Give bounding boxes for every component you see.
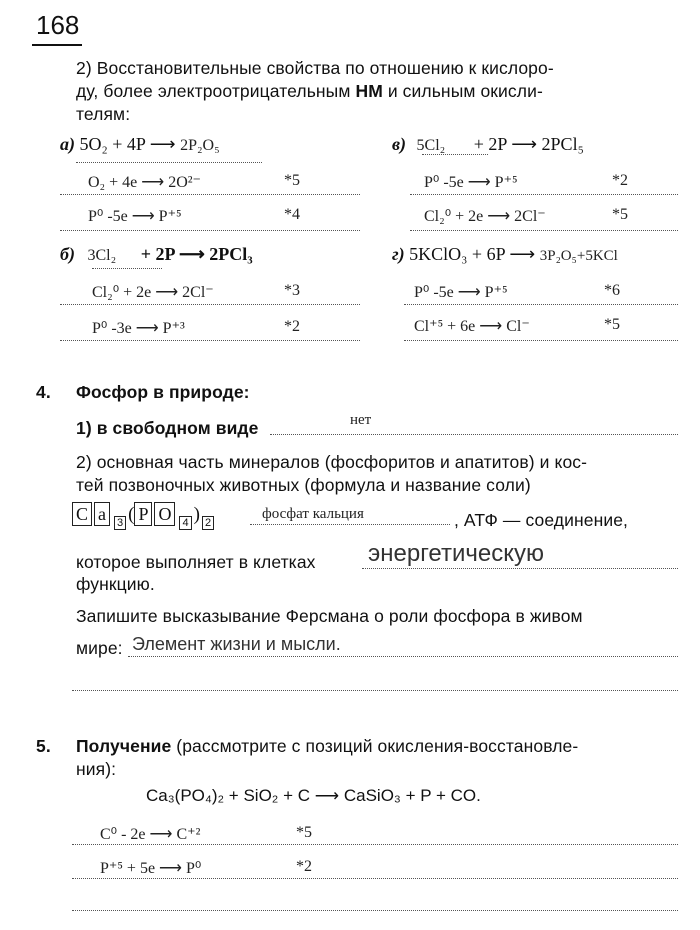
reaction-v-rest: + 2P ⟶ 2PCl₅ [473, 134, 584, 154]
sec4-line2: 2) основная часть минералов (фосфоритов и апатитов) и кос- [76, 452, 588, 472]
reaction-g-coef-2: *5 [604, 316, 620, 333]
reaction-v-label: в) [392, 134, 407, 154]
sec5-coef-2: *2 [296, 858, 312, 875]
reaction-g-rule-2 [404, 340, 678, 341]
reaction-g-label: г) [392, 244, 405, 264]
sec5-title-line [76, 736, 578, 757]
reaction-v-rule-1 [410, 194, 678, 195]
formula-cell-o: O [154, 502, 175, 526]
formula-sub-4: 4 [179, 516, 191, 530]
formula-cell-a: a [94, 502, 110, 526]
salt-formula [72, 502, 216, 530]
reaction-v-half-1: P⁰ -5e ⟶ P⁺⁵ [424, 174, 518, 191]
reaction-a-product: 2P₂O₅ [180, 137, 220, 154]
reaction-a-coef-1: *5 [284, 172, 300, 189]
reaction-v-rule-2 [410, 230, 678, 231]
reaction-v-coef-2: *5 [612, 206, 628, 223]
reaction-b-label: б) [60, 244, 75, 264]
reaction-a-half-1: O₂ + 4e ⟶ 2O²⁻ [88, 174, 201, 191]
reaction-b-equation [60, 244, 253, 265]
sec5-half-1: C⁰ - 2e ⟶ C⁺² [100, 826, 201, 843]
reaction-v-rule-0 [422, 154, 488, 155]
formula-sub-3: 3 [114, 516, 126, 530]
sec4-after-salt: , АТФ — соединение, [454, 510, 629, 530]
reaction-b-half-1: Cl₂⁰ + 2e ⟶ 2Cl⁻ [92, 284, 214, 301]
reaction-a-coef-2: *4 [284, 206, 300, 223]
sec4-line8: мире: [76, 638, 123, 658]
reaction-b-coef-2: *2 [284, 318, 300, 335]
fersman-quote: Элемент жизни и мысли. [132, 634, 341, 654]
sec5-title: Получение [76, 736, 172, 756]
salt-name: фосфат кальция [262, 506, 364, 522]
sec4-line7: Запишите высказывание Ферсмана о роли фосфора в живом [76, 606, 583, 626]
reaction-b-reactant: 3Cl₂ [87, 247, 117, 264]
function-rule [362, 568, 678, 569]
sec2-line3: телям: [76, 104, 131, 124]
reaction-a-rule-3 [60, 230, 360, 231]
sec4-line5: которое выполняет в клетках [76, 552, 316, 572]
formula-sub-2: 2 [202, 516, 214, 530]
reaction-b-rule-1 [92, 268, 162, 269]
sec5-rule-3 [72, 910, 678, 911]
sec5-rule-1 [72, 844, 678, 845]
reaction-v-equation [392, 134, 584, 155]
salt-name-rule [250, 524, 450, 525]
reaction-a-half-2: P⁰ -5e ⟶ P⁺⁵ [88, 208, 182, 225]
sec5-line2: ния): [76, 759, 117, 779]
sec5-coef-1: *5 [296, 824, 312, 841]
reaction-g-half-2: Cl⁺⁵ + 6e ⟶ Cl⁻ [414, 318, 530, 335]
reaction-a-rule-2 [60, 194, 360, 195]
reaction-v-reactant: 5Cl₂ [416, 137, 446, 154]
sec4-line3: тей позвоночных животных (формула и название соли) [76, 475, 531, 495]
reaction-b-half-2: P⁰ -3e ⟶ P⁺³ [92, 320, 185, 337]
sec5-half-2: P⁺⁵ + 5e ⟶ P⁰ [100, 860, 202, 877]
reaction-b-rule-2 [60, 304, 360, 305]
reaction-v-coef-1: *2 [612, 172, 628, 189]
sec2-line2-nm: НМ [355, 81, 383, 101]
sec2-line2-a: ду, более электроотрицательным [76, 81, 356, 101]
reaction-g-rule-1 [404, 304, 678, 305]
sec4-line6: функцию. [76, 574, 155, 594]
quote-rule-2 [72, 690, 678, 691]
reaction-g-product: 3P₂O₅+5KCl [539, 248, 618, 264]
page-number: 168 [36, 10, 80, 40]
sec4-free-label: 1) в свободном виде [76, 418, 259, 438]
formula-cell-c: C [72, 502, 92, 526]
reaction-a-rule-1 [76, 162, 262, 163]
reaction-b-coef-1: *3 [284, 282, 300, 299]
sec4-free-rule [270, 434, 678, 435]
quote-rule-1 [128, 656, 678, 657]
reaction-b-rest: + 2P ⟶ 2PCl₃ [140, 244, 253, 264]
reaction-b-rule-3 [60, 340, 360, 341]
reaction-a-equation [60, 134, 220, 155]
reaction-g-equation [392, 244, 618, 265]
reaction-g-half-1: P⁰ -5e ⟶ P⁺⁵ [414, 284, 508, 301]
reaction-v-half-2: Cl₂⁰ + 2e ⟶ 2Cl⁻ [424, 208, 546, 225]
formula-paren-close: ) [193, 504, 200, 525]
sec2-line2-c: и сильным окисли- [382, 81, 543, 101]
formula-cell-p: P [134, 502, 152, 526]
formula-paren-open: ( [128, 504, 135, 525]
reaction-a-left: 5O₂ + 4P ⟶ [79, 134, 181, 154]
sec5-number: 5. [36, 736, 51, 756]
reaction-a-label: а) [60, 134, 75, 154]
sec2-line2 [76, 81, 543, 102]
sec2-line1: 2) Восстановительные свойства по отношению к кислоро- [76, 58, 554, 78]
sec5-equation: Ca₃(PO₄)₂ + SiO₂ + C ⟶ CaSiO₃ + P + CO. [146, 786, 481, 805]
sec5-rule-2 [72, 878, 678, 879]
sec5-title-rest: (рассмотрите с позиций окисления-восстановле- [171, 736, 579, 756]
sec4-free-answer: нет [350, 412, 372, 428]
function-answer: энергетическую [368, 540, 544, 567]
page-number-rule [32, 44, 82, 46]
reaction-g-left: 5KClO₃ + 6P ⟶ [409, 244, 540, 264]
sec4-number: 4. [36, 382, 51, 402]
sec4-title: Фосфор в природе: [76, 382, 250, 402]
reaction-g-coef-1: *6 [604, 282, 620, 299]
